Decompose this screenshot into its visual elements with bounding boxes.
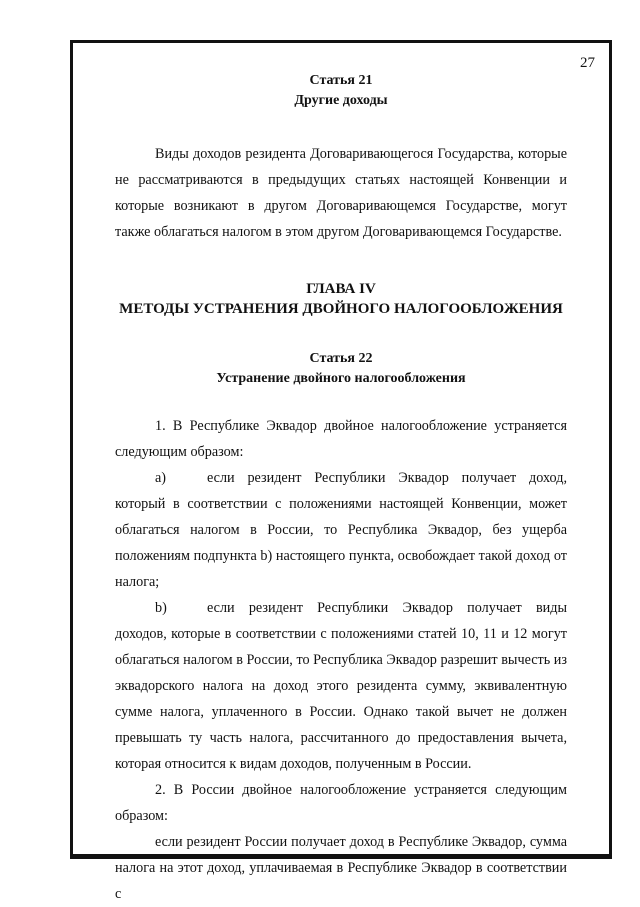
article-22-paragraph-1: 1. В Республике Эквадор двойное налогообложение устраняется следующим образом: [115,418,567,460]
article-22-subtitle: Устранение двойного налогообложения [216,371,466,386]
article-21-title: Статья 21 [309,73,373,88]
article-22-paragraph-2: 2. В России двойное налогообложение устраняется следующим образом: [115,782,567,824]
chapter-subtitle: МЕТОДЫ УСТРАНЕНИЯ ДВОЙНОГО НАЛОГООБЛОЖЕНИЯ [119,301,563,317]
article-22-title: Статья 22 [309,351,373,366]
article-21-subtitle: Другие доходы [294,93,388,108]
article-22-paragraph-3: если резидент России получает доход в Республике Эквадор, сумма налога на этот доход, уплачиваемая в Республике Эквадор в соответствии с [115,834,567,902]
subparagraph-b [115,595,567,777]
subparagraph-a [115,465,567,595]
subparagraph-a-label: а) [155,470,167,486]
chapter-title: ГЛАВА IV [306,281,376,297]
article-21-paragraph: Виды доходов резидента Договаривающегося Государства, которые не рассматриваются в предыдущих статьях настоящей Конвенции и которые возникают в другом Договаривающемся Государстве, могут также облагаться налогом в этом другом Договаривающемся Государстве. [115,146,567,240]
document-body [115,71,567,907]
subparagraph-b-text: если резидент Республики Эквадор получает виды доходов, которые в соответствии с положениями статей 10, 11 и 12 могут облагаться налогом в России, то Республика Эквадор разрешит вычесть из эквадорского налога на доход этого резидента сумму, эквивалентную сумме налога, уплаченного в России. Однако такой вычет не должен превышать ту часть налога, рассчитанного до предоставления вычета, которая относится к видам доходов, полученным в России. [115,600,567,772]
subparagraph-b-label: b) [155,600,167,616]
page-number: 27 [580,55,595,71]
page-frame [70,40,612,902]
subparagraph-a-text: если резидент Республики Эквадор получает доход, который в соответствии с положениями настоящей Конвенции, может облагаться налогом в России, то Республика Эквадор, без ущерба положениям подпункта b) настоящего пункта, освобождает такой доход от налога; [115,470,567,590]
